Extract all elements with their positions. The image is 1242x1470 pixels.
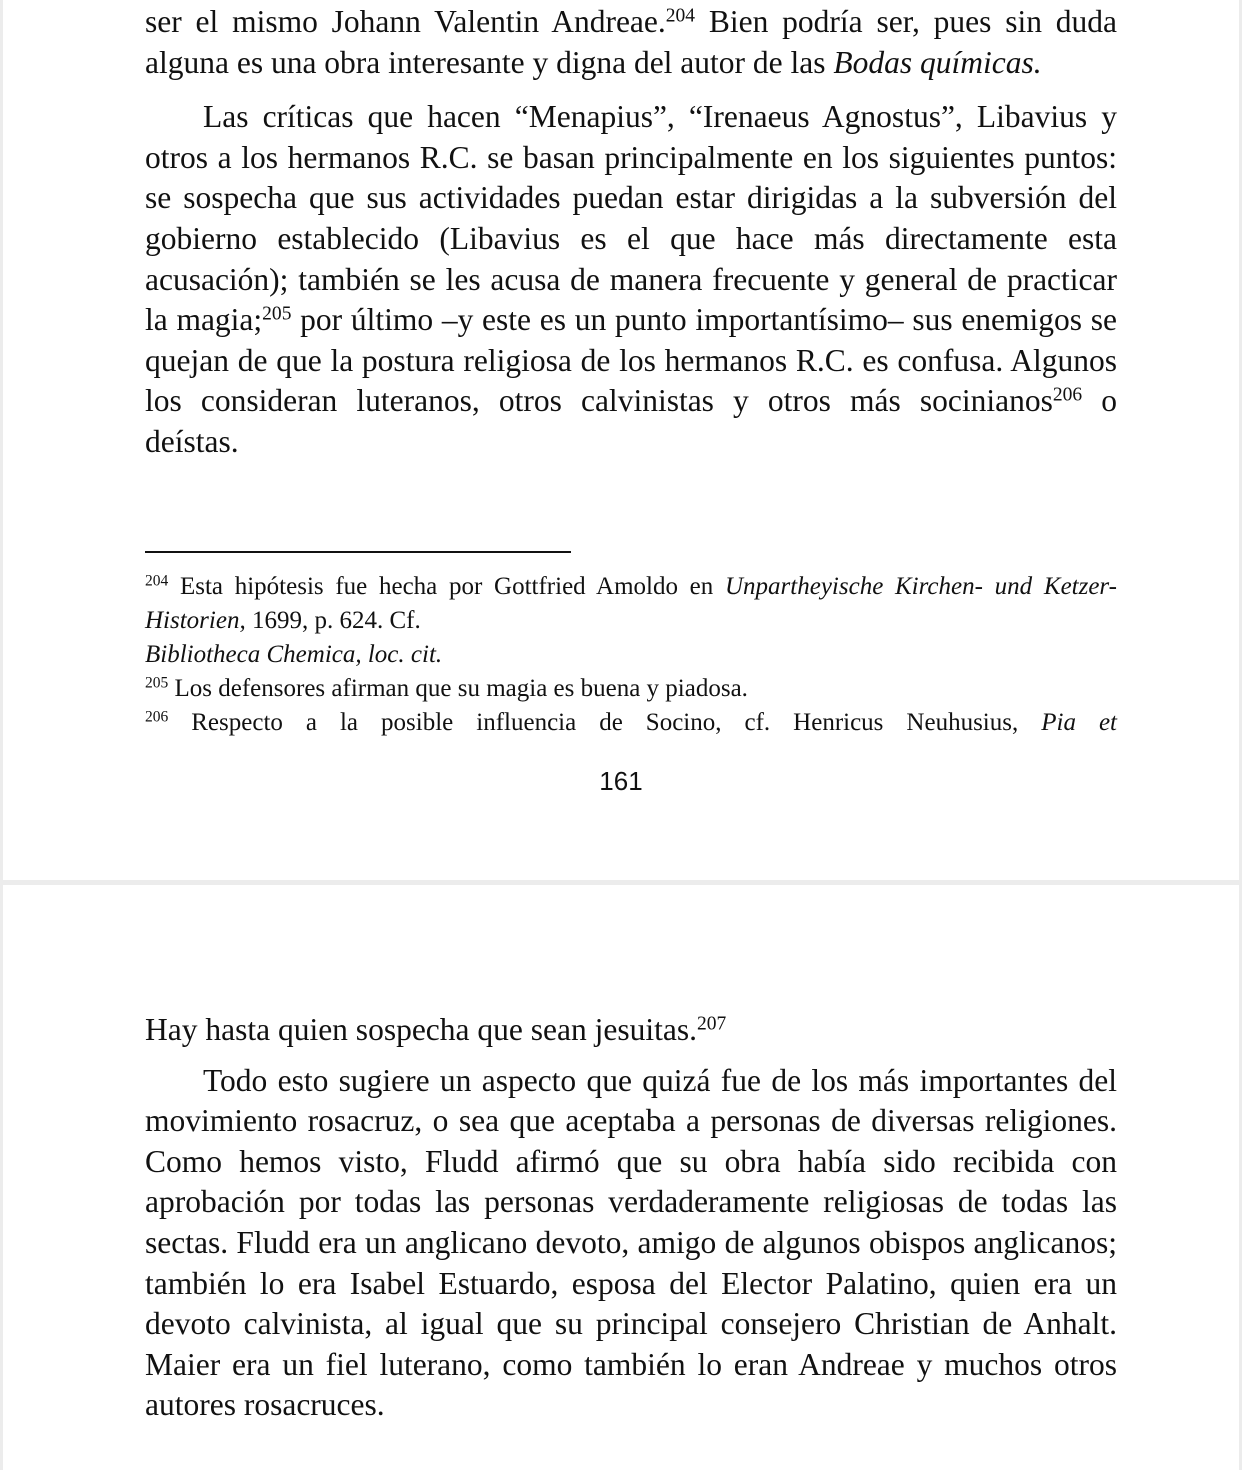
paragraph-jesuitas: Hay hasta quien sospecha que sean jesuitas.$^{207}$ bbox=[145, 1012, 727, 1047]
footnote-ref-206[interactable]: 206 bbox=[1052, 384, 1083, 406]
footnote-ref-207[interactable]: 207 bbox=[696, 1013, 727, 1035]
paragraph-andreae: ser el mismo Johann Valentin Andreae.$^{204}$ Bien podría ser, pues sin duda alguna es una obra interesante y digna del autor de las Bodas químicas. bbox=[145, 4, 1117, 80]
footnote-204-cont: Bibliotheca Chemica, loc. cit. bbox=[145, 641, 443, 668]
page-number: 161 bbox=[599, 766, 643, 796]
footnotes bbox=[145, 570, 1117, 740]
page-162 bbox=[3, 885, 1239, 1470]
body-text-page-162 bbox=[145, 1010, 1117, 1426]
paragraph-criticas: Las críticas que hacen “Menapius”, “Irenaeus Agnostus”, Libavius y otros a los hermanos R.C. se basan principalmente en los siguientes puntos: se sospecha que sus actividades puedan estar dirigidas a la subversión del gobierno establecido (Libavius es el que hace más directamente esta acusación); también se les acusa de manera frecuente y general de practicar la magia;$^{205}$ por último –y este es un punto importantísimo– sus enemigos se quejan de que la postura religiosa de los hermanos R.C. es confusa. Algunos los consideran luteranos, otros calvinistas y otros más socinianos$^{206}$ o deístas. bbox=[145, 99, 1117, 459]
footnote-205: $^{205}$ Los defensores afirman que su magia es buena y piadosa. bbox=[145, 674, 748, 702]
paragraph-todo-esto: Todo esto sugiere un aspecto que quizá fue de los más importantes del movimiento rosacruz, o sea que aceptaba a personas de diversas religiones. Como hemos visto, Fludd afirmó que su obra había sido recibida con aprobación por todas las personas verdaderamente religiosas de todas las sectas. Fludd era un anglicano devoto, amigo de algunos obispos anglicanos; también lo era Isabel Estuardo, esposa del Elector Palatino, quien era un devoto calvinista, al igual que su principal consejero Christian de Anhalt. Maier era un fiel luterano, como también lo eran Andreae y muchos otros autores rosacruces. bbox=[145, 1062, 1117, 1423]
footnote-206: $^{206}$ Respecto a la posible influencia de Socino, cf. Henricus Neuhusius, Pia et bbox=[145, 708, 1117, 736]
footnote-204: $^{204}$ Esta hipótesis fue hecha por Gottfried Amoldo en Unpartheyische Kirchen- und Ketzer-Historien, 1699, p. 624. Cf. bbox=[145, 572, 1117, 634]
footnote-ref-205[interactable]: 205 bbox=[262, 303, 292, 325]
footnote-ref-204[interactable]: 204 bbox=[665, 5, 696, 27]
footnote-divider bbox=[145, 551, 571, 553]
page-161 bbox=[3, 0, 1239, 880]
body-text-page-161 bbox=[145, 2, 1117, 463]
